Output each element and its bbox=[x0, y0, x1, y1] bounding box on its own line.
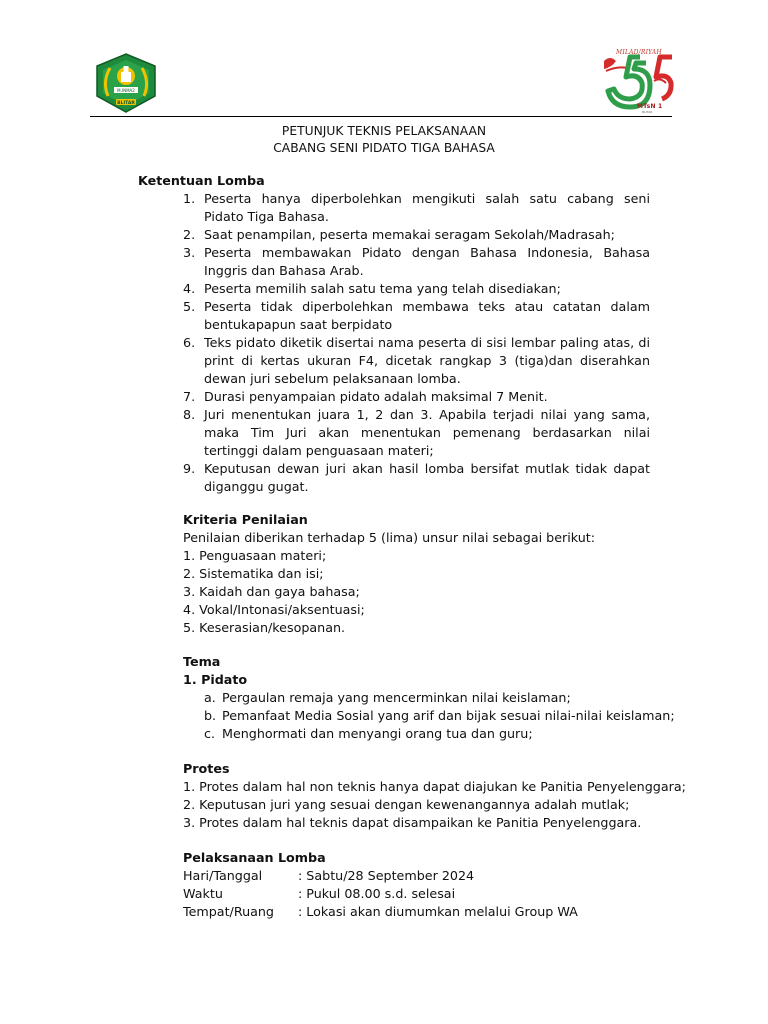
tema-heading: Tema bbox=[183, 654, 221, 669]
list-number: 2. bbox=[183, 227, 196, 242]
list-text: Peserta hanya diperbolehkan mengikuti salah satu cabang seni Pidato Tiga Bahasa. bbox=[204, 191, 650, 224]
detail-row bbox=[183, 867, 578, 885]
pelaksanaan-heading: Pelaksanaan Lomba bbox=[183, 850, 326, 865]
crest-name-text: BLITAR bbox=[117, 101, 135, 106]
list-text: Peserta membawakan Pidato dengan Bahasa Indonesia, Bahasa Inggris dan Bahasa Arab. bbox=[204, 245, 650, 278]
protes-heading: Protes bbox=[183, 761, 230, 776]
kriteria-heading: Kriteria Penilaian bbox=[183, 512, 308, 527]
list-number: 5. bbox=[183, 299, 196, 314]
list-letter: a. bbox=[204, 690, 216, 705]
list-letter: b. bbox=[204, 708, 217, 723]
list-item bbox=[183, 244, 650, 280]
list-item bbox=[183, 406, 650, 460]
list-item bbox=[204, 725, 675, 743]
detail-row bbox=[183, 903, 578, 921]
pelaksanaan-section bbox=[183, 849, 578, 921]
list-item bbox=[183, 280, 650, 298]
list-item: 5. Keserasian/kesopanan. bbox=[183, 620, 346, 635]
tema-list bbox=[204, 689, 675, 743]
list-text: Peserta tidak diperbolehkan membawa teks atau catatan dalam bentukapapun saat berpidato bbox=[204, 299, 650, 332]
list-number: 1. bbox=[183, 191, 196, 206]
list-text: Pemanfaat Media Sosial yang arif dan bijak sesuai nilai-nilai keislaman; bbox=[222, 708, 675, 723]
document-title-line2: CABANG SENI PIDATO TIGA BAHASA bbox=[273, 141, 495, 155]
list-number: 9. bbox=[183, 461, 196, 476]
detail-value: : Sabtu/28 September 2024 bbox=[298, 868, 475, 883]
list-number: 8. bbox=[183, 407, 196, 422]
tema-subheading: 1. Pidato bbox=[183, 672, 248, 687]
list-item bbox=[204, 707, 675, 725]
detail-value: : Pukul 08.00 s.d. selesai bbox=[298, 886, 456, 901]
list-item: 4. Vokal/Intonasi/aksentuasi; bbox=[183, 602, 365, 617]
detail-label: Waktu bbox=[183, 886, 223, 901]
list-item: 1. Penguasaan materi; bbox=[183, 548, 327, 563]
ketentuan-list bbox=[183, 190, 650, 496]
list-text: Peserta memilih salah satu tema yang telah disediakan; bbox=[204, 281, 561, 296]
tema-section bbox=[183, 653, 247, 689]
list-item bbox=[183, 226, 650, 244]
list-text: Menghormati dan menyangi orang tua dan guru; bbox=[222, 726, 533, 741]
ketentuan-heading: Ketentuan Lomba bbox=[138, 173, 265, 188]
list-text: Saat penampilan, peserta memakai seragam Sekolah/Madrasah; bbox=[204, 227, 615, 242]
list-number: 4. bbox=[183, 281, 196, 296]
list-text: Keputusan dewan juri akan hasil lomba bersifat mutlak tidak dapat diganggu gugat. bbox=[204, 461, 650, 494]
header-divider bbox=[90, 116, 672, 117]
list-item bbox=[183, 460, 650, 496]
anniversary-school-sub: BLITAR bbox=[642, 110, 653, 114]
list-text: Teks pidato diketik disertai nama peserta di sisi lembar paling atas, di print di kertas ukuran F4, dicetak rangkap 3 (tiga)dan diserahkan dewan juri sebelum pelaksanaan lomba. bbox=[204, 335, 650, 386]
detail-value: : Lokasi akan diumumkan melalui Group WA bbox=[298, 904, 578, 919]
detail-label: Tempat/Ruang bbox=[183, 904, 274, 919]
list-item bbox=[183, 190, 650, 226]
list-item: 2. Keputusan juri yang sesuai dengan kewenangannya adalah mutlak; bbox=[183, 797, 630, 812]
protes-section bbox=[183, 760, 686, 832]
list-item: 3. Protes dalam hal teknis dapat disampaikan ke Panitia Penyelenggara. bbox=[183, 815, 642, 830]
list-item bbox=[183, 298, 650, 334]
anniversary-tagline: MILAD/RIYAH bbox=[616, 49, 662, 56]
list-number: 3. bbox=[183, 245, 196, 260]
list-text: Pergaulan remaja yang mencerminkan nilai keislaman; bbox=[222, 690, 571, 705]
document-title-line1: PETUNJUK TEKNIS PELAKSANAAN bbox=[281, 124, 487, 138]
crest-inner-text: M.INMA2 bbox=[117, 88, 135, 93]
detail-row bbox=[183, 885, 578, 903]
school-crest-icon bbox=[92, 52, 160, 114]
list-item: 3. Kaidah dan gaya bahasa; bbox=[183, 584, 360, 599]
list-item bbox=[204, 689, 675, 707]
list-letter: c. bbox=[204, 726, 216, 741]
anniversary-school-name: MTsN 1 bbox=[637, 103, 663, 110]
kriteria-intro: Penilaian diberikan terhadap 5 (lima) unsur nilai sebagai berikut: bbox=[183, 530, 596, 545]
list-item bbox=[183, 334, 650, 388]
anniversary-55-logo-icon bbox=[596, 47, 678, 115]
list-number: 7. bbox=[183, 389, 196, 404]
list-item: 1. Protes dalam hal non teknis hanya dapat diajukan ke Panitia Penyelenggara; bbox=[183, 779, 686, 794]
list-number: 6. bbox=[183, 335, 196, 350]
list-text: Juri menentukan juara 1, 2 dan 3. Apabila terjadi nilai yang sama, maka Tim Juri akan menentukan pemenang berdasarkan nilai tertinggi dalam penguasaan materi; bbox=[204, 407, 650, 458]
list-text: Durasi penyampaian pidato adalah maksimal 7 Menit. bbox=[204, 389, 548, 404]
list-item: 2. Sistematika dan isi; bbox=[183, 566, 324, 581]
detail-label: Hari/Tanggal bbox=[183, 868, 263, 883]
list-item bbox=[183, 388, 650, 406]
kriteria-section bbox=[183, 511, 595, 637]
